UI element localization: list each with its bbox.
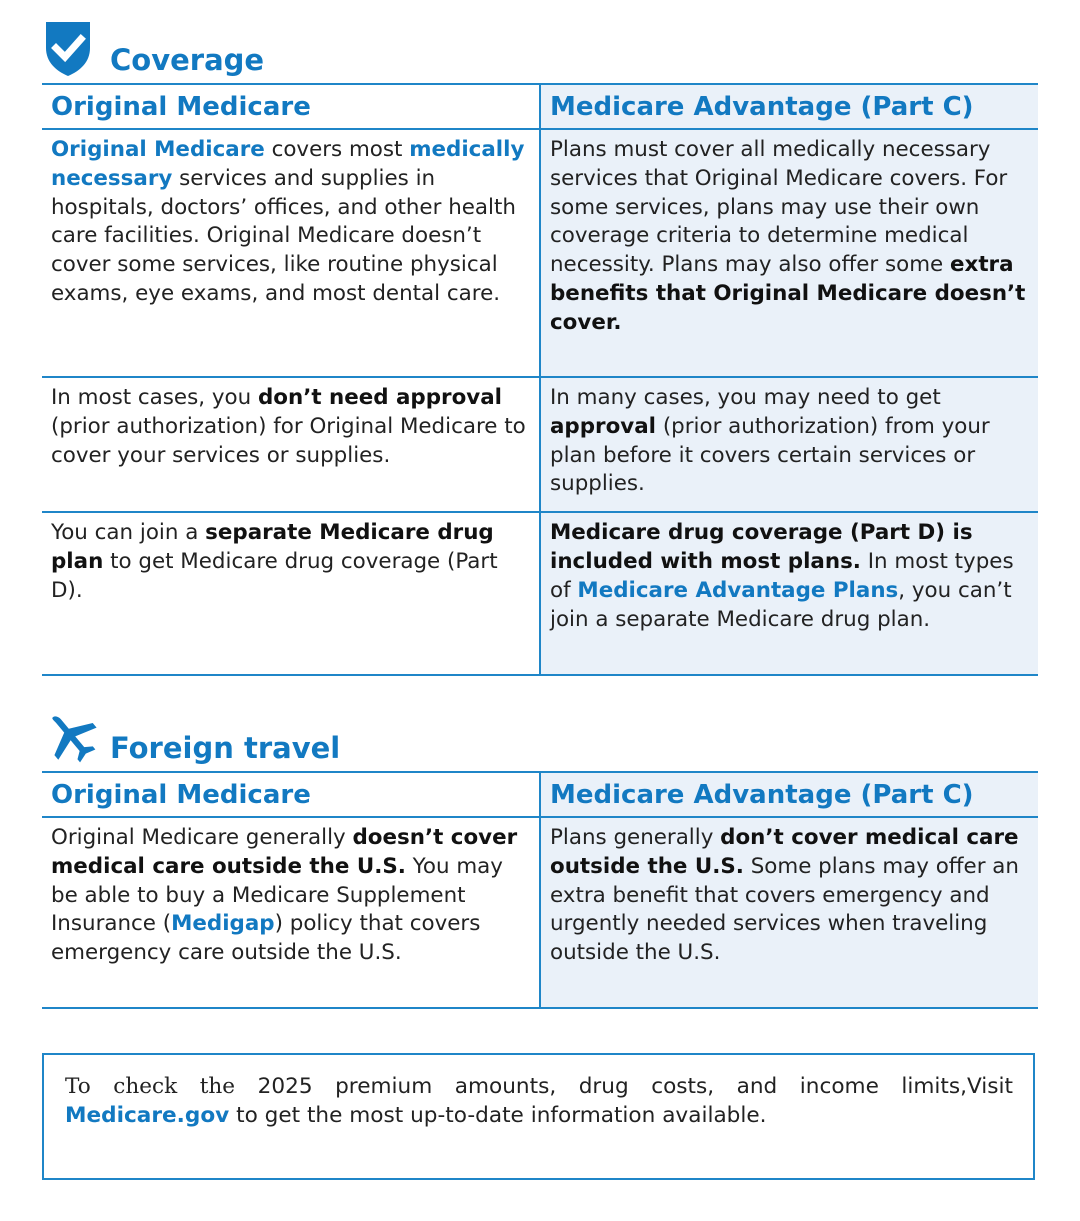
text: Some plans may offer an extra benefit that covers emergency and urgently needed services when traveling outside the U.S. bbox=[550, 853, 1019, 966]
travel-table-header-row bbox=[42, 772, 1038, 817]
table-row bbox=[42, 377, 1038, 512]
info-note-text bbox=[44, 1055, 1033, 1131]
bold-text: don’t need approval bbox=[257, 385, 503, 410]
text: services and supplies in hospitals, doctors’ offices, and other health care facilities. Original Medicare doesn’t cover some services, like routine physical exams, eye exams, and most dental care. bbox=[51, 165, 516, 306]
travel-table bbox=[42, 771, 1038, 1009]
shield-check-icon bbox=[42, 18, 94, 78]
travel-title: Foreign travel bbox=[110, 731, 341, 765]
bold-text: don’t cover medical care outside the U.S. bbox=[550, 825, 1019, 879]
text: to get Medicare drug coverage (Part D). bbox=[51, 548, 498, 603]
info-note-box bbox=[42, 1053, 1035, 1180]
travel-section bbox=[42, 696, 1038, 1009]
text: (prior authorization) for Original Medicare to cover your services or supplies. bbox=[51, 413, 526, 468]
cell-original bbox=[42, 129, 540, 377]
coverage-section bbox=[42, 8, 1038, 676]
travel-header bbox=[42, 696, 1038, 771]
link-medically-necessary[interactable]: medically necessary bbox=[51, 137, 525, 191]
bold-text: separate Medicare drug plan bbox=[51, 520, 494, 574]
link-medigap[interactable]: Medigap bbox=[171, 911, 275, 937]
cell-advantage bbox=[540, 817, 1038, 1008]
table-row bbox=[42, 512, 1038, 675]
bold-text: extra benefits that Original Medicare doesn’t cover. bbox=[550, 252, 1026, 335]
text: Plans must cover all medically necessary services that Original Medicare covers. For some services, plans may use their own coverage criteria to determine medical necessity. Plans may also offer some bbox=[550, 137, 1008, 278]
text: ) policy that covers emergency care outside the U.S. bbox=[51, 911, 481, 966]
bold-text: Medicare drug coverage (Part D) is included with most plans. bbox=[550, 520, 973, 574]
text: to get the most up-to-date information available. bbox=[229, 1102, 767, 1128]
column-header-original: Original Medicare bbox=[42, 84, 540, 129]
text: In most types of bbox=[550, 548, 1014, 603]
text: To check the bbox=[65, 1074, 236, 1099]
text: In many cases, you may need to get bbox=[550, 385, 941, 410]
coverage-table-header-row bbox=[42, 84, 1038, 129]
text: (prior authorization) from your plan before it covers certain services or supplies. bbox=[550, 413, 990, 497]
table-row bbox=[42, 129, 1038, 377]
column-header-advantage: Medicare Advantage (Part C) bbox=[540, 772, 1038, 817]
text: 2025 premium amounts, drug costs, and income limits,Visit bbox=[235, 1074, 1014, 1099]
column-header-advantage: Medicare Advantage (Part C) bbox=[540, 84, 1038, 129]
cell-advantage bbox=[540, 512, 1038, 675]
text: Plans generally bbox=[550, 825, 721, 850]
link-medicare-gov[interactable]: Medicare.gov bbox=[65, 1102, 230, 1128]
coverage-header bbox=[42, 8, 1038, 83]
text: Original Medicare generally bbox=[51, 825, 353, 850]
coverage-title: Coverage bbox=[110, 43, 265, 77]
coverage-table bbox=[42, 83, 1038, 676]
column-header-original: Original Medicare bbox=[42, 772, 540, 817]
text: , you can’t join a separate Medicare drug plan. bbox=[550, 577, 1012, 632]
cell-original bbox=[42, 512, 540, 675]
cell-original bbox=[42, 377, 540, 512]
text: You may be able to buy a Medicare Supplement Insurance ( bbox=[51, 853, 503, 937]
bold-text: doesn’t cover medical care outside the U.S. bbox=[51, 825, 518, 879]
link-medicare-advantage-plans[interactable]: Medicare Advantage Plans bbox=[577, 577, 899, 603]
link-original-medicare[interactable]: Original Medicare bbox=[51, 137, 265, 162]
airplane-icon bbox=[42, 708, 100, 764]
cell-original bbox=[42, 817, 540, 1008]
cell-advantage bbox=[540, 129, 1038, 377]
text: In most cases, you bbox=[51, 385, 258, 410]
text: You can join a bbox=[51, 520, 206, 546]
cell-advantage bbox=[540, 377, 1038, 512]
text: covers most bbox=[264, 137, 410, 162]
table-row bbox=[42, 817, 1038, 1008]
bold-text: approval bbox=[550, 413, 657, 439]
